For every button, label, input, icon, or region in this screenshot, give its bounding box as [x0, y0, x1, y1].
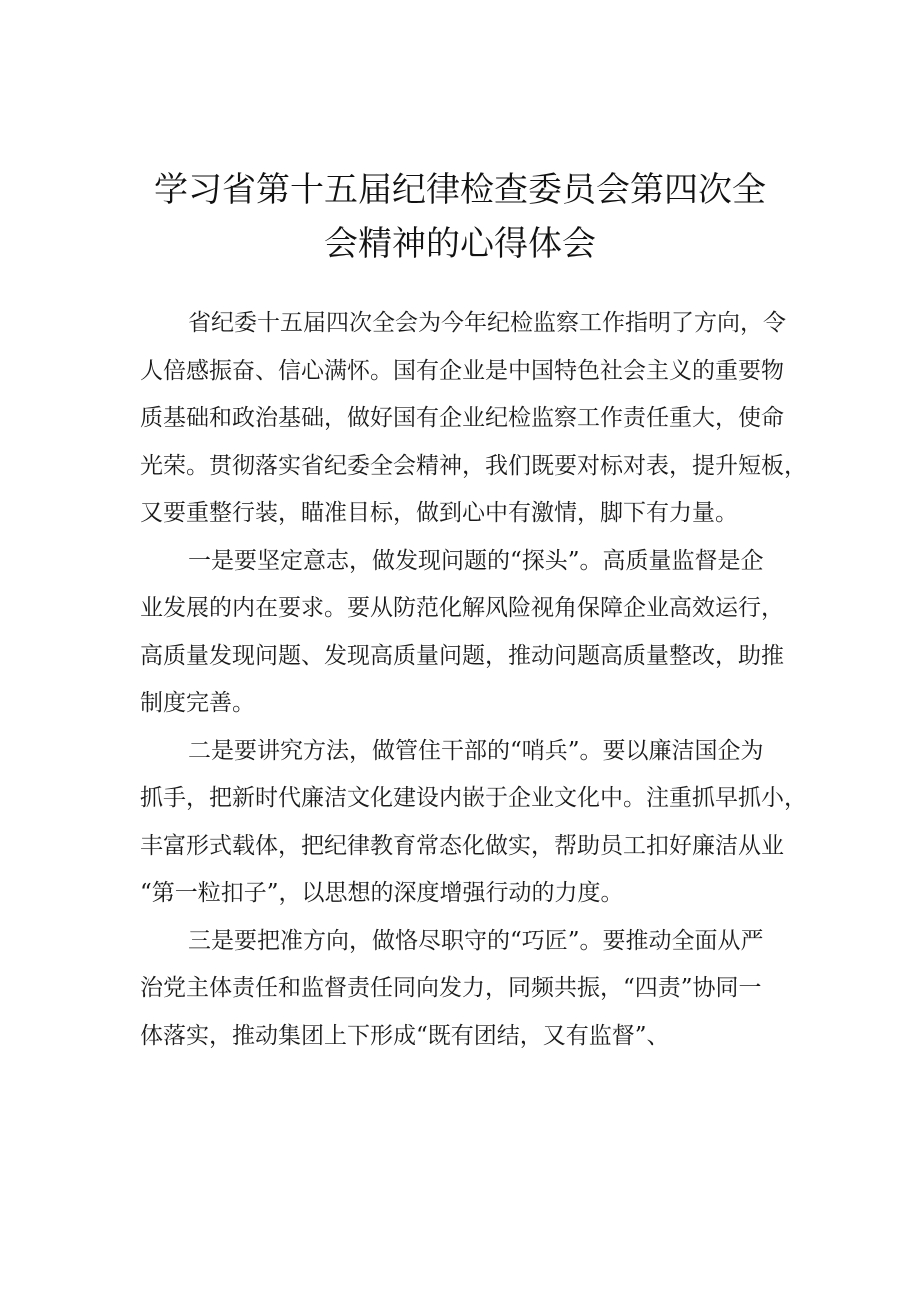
document-body — [140, 300, 810, 1060]
text-line: 光荣。贯彻落实省纪委全会精神，我们既要对标对表，提升短板， — [140, 452, 807, 479]
paragraph-point-one — [140, 538, 810, 728]
text-line: 体落实，推动集团上下形成“既有团结，又有监督”、 — [140, 1022, 670, 1049]
paragraph-intro — [140, 300, 810, 538]
text-line: 高质量发现问题、发现高质量问题，推动问题高质量整改，助推 — [140, 642, 784, 669]
text-line: 三是要把准方向，做恪尽职守的“巧匠”。要推动全面从严 — [188, 927, 764, 954]
text-line: 丰富形式载体，把纪律教育常态化做实，帮助员工扣好廉洁从业 — [140, 832, 784, 859]
text-line: 省纪委十五届四次全会为今年纪检监察工作指明了方向，令 — [188, 310, 786, 336]
text-line: “第一粒扣子”，以思想的深度增强行动的力度。 — [140, 880, 624, 906]
text-line: 人倍感振奋、信心满怀。国有企业是中国特色社会主义的重要物 — [140, 357, 784, 384]
paragraph-point-three — [140, 918, 810, 1061]
text-line: 一是要坚定意志，做发现问题的“探头”。高质量监督是企 — [188, 547, 764, 574]
paragraph-point-two — [140, 728, 810, 918]
title-line: 学习省第十五届纪律检查委员会第四次全 — [154, 170, 766, 210]
text-line: 制度完善。 — [140, 690, 255, 716]
text-line: 抓手，把新时代廉洁文化建设内嵌于企业文化中。注重抓早抓小， — [140, 785, 807, 811]
text-line: 治党主体责任和监督责任同向发力，同频共振，“四责”协同一 — [140, 975, 762, 1001]
text-line: 二是要讲究方法，做管住干部的“哨兵”。要以廉洁国企为 — [188, 737, 764, 764]
text-line: 业发展的内在要求。要从防范化解风险视角保障企业高效运行， — [140, 595, 784, 621]
document-title — [0, 163, 920, 271]
text-line: 又要重整行装，瞄准目标，做到心中有激情，脚下有力量。 — [140, 500, 738, 526]
text-line: 质基础和政治基础，做好国有企业纪检监察工作责任重大，使命 — [140, 405, 784, 431]
title-line: 会精神的心得体会 — [324, 224, 596, 264]
